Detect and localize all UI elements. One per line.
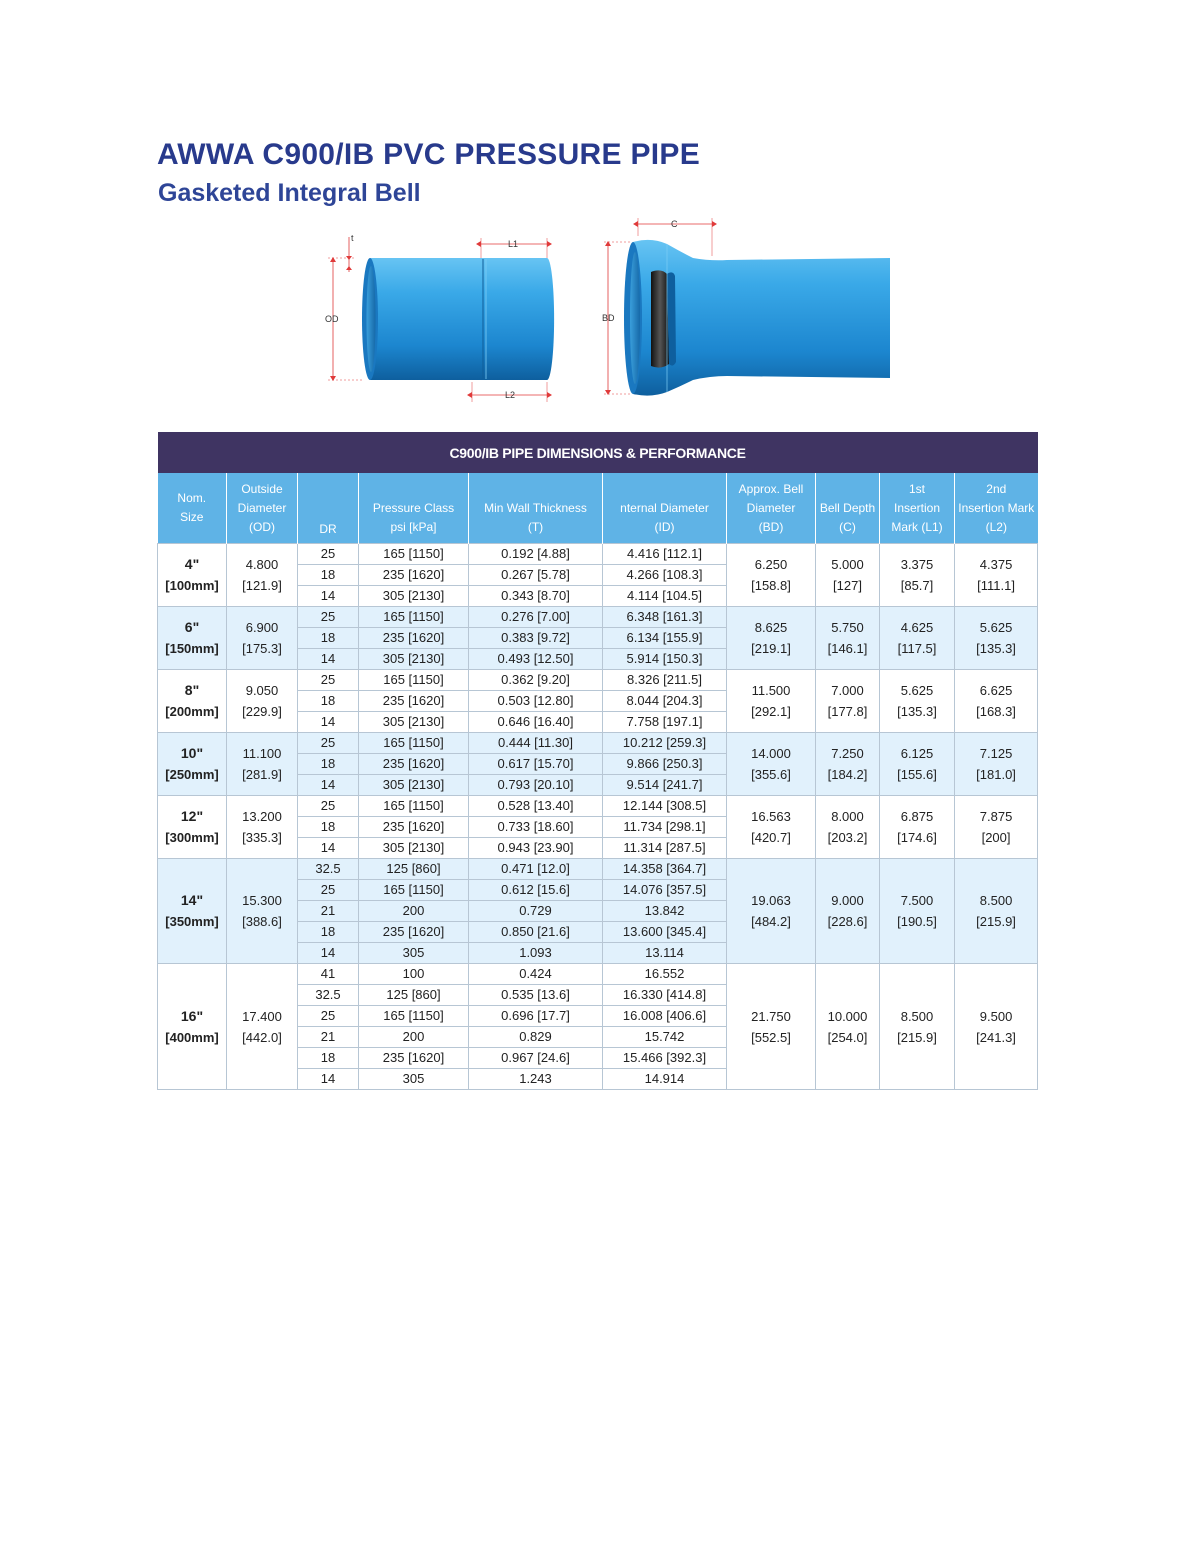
min-wall-thickness-cell: 0.528 [13.40] — [469, 796, 603, 817]
min-wall-thickness-cell: 0.276 [7.00] — [469, 607, 603, 628]
internal-diameter-cell: 7.758 [197.1] — [603, 712, 727, 733]
min-wall-thickness-cell: 0.343 [8.70] — [469, 586, 603, 607]
c-label: C — [671, 219, 678, 229]
internal-diameter-cell: 5.914 [150.3] — [603, 649, 727, 670]
pressure-class-cell: 200 — [359, 1027, 469, 1048]
l1-label: L1 — [508, 239, 519, 249]
second-insertion-mark-cell: 5.625 [135.3] — [955, 607, 1038, 670]
internal-diameter-cell: 11.734 [298.1] — [603, 817, 727, 838]
t-label: t — [351, 233, 354, 243]
nominal-size-cell: 8" [200mm] — [158, 670, 227, 733]
pressure-class-cell: 125 [860] — [359, 985, 469, 1006]
dr-cell: 32.5 — [298, 985, 359, 1006]
bell-depth-cell: 5.750 [146.1] — [816, 607, 880, 670]
pressure-class-cell: 165 [1150] — [359, 670, 469, 691]
bell-diameter-cell: 6.250 [158.8] — [727, 544, 816, 607]
dr-cell: 18 — [298, 565, 359, 586]
nominal-size-cell: 14" [350mm] — [158, 859, 227, 964]
min-wall-thickness-cell: 0.424 — [469, 964, 603, 985]
dr-cell: 21 — [298, 1027, 359, 1048]
col-header-first-insertion-mark: 1st Insertion Mark (L1) — [880, 473, 955, 544]
internal-diameter-cell: 16.330 [414.8] — [603, 985, 727, 1006]
dr-cell: 25 — [298, 607, 359, 628]
col-header-bell-depth: Bell Depth (C) — [816, 473, 880, 544]
nominal-size-cell: 6" [150mm] — [158, 607, 227, 670]
dr-cell: 32.5 — [298, 859, 359, 880]
pressure-class-cell: 235 [1620] — [359, 754, 469, 775]
internal-diameter-cell: 8.044 [204.3] — [603, 691, 727, 712]
dr-cell: 14 — [298, 712, 359, 733]
table-row — [158, 859, 1038, 880]
pressure-class-cell: 165 [1150] — [359, 733, 469, 754]
dr-cell: 14 — [298, 838, 359, 859]
bell-depth-cell: 7.250 [184.2] — [816, 733, 880, 796]
pressure-class-cell: 165 [1150] — [359, 607, 469, 628]
pressure-class-cell: 125 [860] — [359, 859, 469, 880]
internal-diameter-cell: 11.314 [287.5] — [603, 838, 727, 859]
internal-diameter-cell: 13.842 — [603, 901, 727, 922]
pipe-dimensions-table — [157, 432, 1038, 1090]
nominal-size-cell: 16" [400mm] — [158, 964, 227, 1090]
min-wall-thickness-cell: 1.093 — [469, 943, 603, 964]
second-insertion-mark-cell: 6.625 [168.3] — [955, 670, 1038, 733]
pressure-class-cell: 235 [1620] — [359, 922, 469, 943]
col-header-outside-diameter: Outside Diameter (OD) — [227, 473, 298, 544]
bell-depth-cell: 8.000 [203.2] — [816, 796, 880, 859]
internal-diameter-cell: 9.866 [250.3] — [603, 754, 727, 775]
dr-cell: 14 — [298, 586, 359, 607]
bell-depth-cell: 5.000 [127] — [816, 544, 880, 607]
pressure-class-cell: 305 [2130] — [359, 586, 469, 607]
bell-diameter-cell: 11.500 [292.1] — [727, 670, 816, 733]
dr-cell: 14 — [298, 775, 359, 796]
col-header-pressure-class: Pressure Class psi [kPa] — [359, 473, 469, 544]
bell-depth-cell: 10.000 [254.0] — [816, 964, 880, 1090]
min-wall-thickness-cell: 0.444 [11.30] — [469, 733, 603, 754]
bell-diameter-cell: 8.625 [219.1] — [727, 607, 816, 670]
table-banner: C900/IB PIPE DIMENSIONS & PERFORMANCE — [158, 432, 1038, 473]
internal-diameter-cell: 4.416 [112.1] — [603, 544, 727, 565]
first-insertion-mark-cell: 3.375 [85.7] — [880, 544, 955, 607]
second-insertion-mark-cell: 4.375 [111.1] — [955, 544, 1038, 607]
dr-cell: 25 — [298, 733, 359, 754]
dr-cell: 18 — [298, 1048, 359, 1069]
internal-diameter-cell: 16.552 — [603, 964, 727, 985]
dr-cell: 25 — [298, 880, 359, 901]
min-wall-thickness-cell: 0.793 [20.10] — [469, 775, 603, 796]
min-wall-thickness-cell: 0.967 [24.6] — [469, 1048, 603, 1069]
bell-diameter-cell: 16.563 [420.7] — [727, 796, 816, 859]
l2-label: L2 — [505, 390, 516, 400]
page-subtitle: Gasketed Integral Bell — [158, 179, 421, 207]
min-wall-thickness-cell: 0.696 [17.7] — [469, 1006, 603, 1027]
dr-cell: 41 — [298, 964, 359, 985]
pressure-class-cell: 235 [1620] — [359, 628, 469, 649]
table-row — [158, 607, 1038, 628]
dr-cell: 18 — [298, 754, 359, 775]
nominal-size-cell: 12" [300mm] — [158, 796, 227, 859]
outside-diameter-cell: 9.050 [229.9] — [227, 670, 298, 733]
min-wall-thickness-cell: 0.850 [21.6] — [469, 922, 603, 943]
pressure-class-cell: 165 [1150] — [359, 1006, 469, 1027]
col-header-dr: DR — [298, 473, 359, 544]
bell-diameter-cell: 14.000 [355.6] — [727, 733, 816, 796]
first-insertion-mark-cell: 6.125 [155.6] — [880, 733, 955, 796]
outside-diameter-cell: 15.300 [388.6] — [227, 859, 298, 964]
pressure-class-cell: 165 [1150] — [359, 544, 469, 565]
outside-diameter-cell: 6.900 [175.3] — [227, 607, 298, 670]
dr-cell: 25 — [298, 796, 359, 817]
min-wall-thickness-cell: 0.535 [13.6] — [469, 985, 603, 1006]
table-row — [158, 544, 1038, 565]
second-insertion-mark-cell: 7.125 [181.0] — [955, 733, 1038, 796]
min-wall-thickness-cell: 0.646 [16.40] — [469, 712, 603, 733]
outside-diameter-cell: 17.400 [442.0] — [227, 964, 298, 1090]
table-row — [158, 796, 1038, 817]
internal-diameter-cell: 4.114 [104.5] — [603, 586, 727, 607]
pressure-class-cell: 305 [2130] — [359, 712, 469, 733]
internal-diameter-cell: 14.076 [357.5] — [603, 880, 727, 901]
od-label: OD — [325, 314, 339, 324]
pressure-class-cell: 305 [2130] — [359, 838, 469, 859]
pressure-class-cell: 305 — [359, 943, 469, 964]
outside-diameter-cell: 11.100 [281.9] — [227, 733, 298, 796]
min-wall-thickness-cell: 0.617 [15.70] — [469, 754, 603, 775]
col-header-second-insertion-mark: 2nd Insertion Mark (L2) — [955, 473, 1038, 544]
bell-depth-cell: 7.000 [177.8] — [816, 670, 880, 733]
pipe-diagram — [315, 212, 900, 408]
nominal-size-cell: 10" [250mm] — [158, 733, 227, 796]
pressure-class-cell: 100 — [359, 964, 469, 985]
min-wall-thickness-cell: 0.192 [4.88] — [469, 544, 603, 565]
second-insertion-mark-cell: 7.875 [200] — [955, 796, 1038, 859]
min-wall-thickness-cell: 0.493 [12.50] — [469, 649, 603, 670]
table-row — [158, 964, 1038, 985]
dr-cell: 25 — [298, 1006, 359, 1027]
pressure-class-cell: 165 [1150] — [359, 880, 469, 901]
internal-diameter-cell: 4.266 [108.3] — [603, 565, 727, 586]
col-header-internal-diameter: nternal Diameter (ID) — [603, 473, 727, 544]
pressure-class-cell: 305 [2130] — [359, 649, 469, 670]
min-wall-thickness-cell: 0.943 [23.90] — [469, 838, 603, 859]
first-insertion-mark-cell: 7.500 [190.5] — [880, 859, 955, 964]
internal-diameter-cell: 6.134 [155.9] — [603, 628, 727, 649]
min-wall-thickness-cell: 0.267 [5.78] — [469, 565, 603, 586]
pressure-class-cell: 235 [1620] — [359, 817, 469, 838]
pressure-class-cell: 305 [2130] — [359, 775, 469, 796]
pressure-class-cell: 235 [1620] — [359, 565, 469, 586]
bell-diameter-cell: 19.063 [484.2] — [727, 859, 816, 964]
first-insertion-mark-cell: 4.625 [117.5] — [880, 607, 955, 670]
dr-cell: 25 — [298, 544, 359, 565]
pressure-class-cell: 305 — [359, 1069, 469, 1090]
dr-cell: 25 — [298, 670, 359, 691]
pressure-class-cell: 235 [1620] — [359, 1048, 469, 1069]
pressure-class-cell: 235 [1620] — [359, 691, 469, 712]
internal-diameter-cell: 13.114 — [603, 943, 727, 964]
nominal-size-cell: 4" [100mm] — [158, 544, 227, 607]
bell-diameter-cell: 21.750 [552.5] — [727, 964, 816, 1090]
first-insertion-mark-cell: 8.500 [215.9] — [880, 964, 955, 1090]
dr-cell: 18 — [298, 922, 359, 943]
dr-cell: 18 — [298, 691, 359, 712]
second-insertion-mark-cell: 9.500 [241.3] — [955, 964, 1038, 1090]
bell-pipe-drawing — [624, 240, 890, 396]
min-wall-thickness-cell: 0.729 — [469, 901, 603, 922]
min-wall-thickness-cell: 0.733 [18.60] — [469, 817, 603, 838]
internal-diameter-cell: 16.008 [406.6] — [603, 1006, 727, 1027]
internal-diameter-cell: 9.514 [241.7] — [603, 775, 727, 796]
internal-diameter-cell: 14.914 — [603, 1069, 727, 1090]
pressure-class-cell: 200 — [359, 901, 469, 922]
table-row — [158, 733, 1038, 754]
min-wall-thickness-cell: 0.362 [9.20] — [469, 670, 603, 691]
spigot-pipe-drawing — [362, 258, 554, 380]
internal-diameter-cell: 15.466 [392.3] — [603, 1048, 727, 1069]
col-header-nom-size: Nom. Size — [158, 473, 227, 544]
dr-cell: 18 — [298, 628, 359, 649]
dr-cell: 14 — [298, 943, 359, 964]
internal-diameter-cell: 13.600 [345.4] — [603, 922, 727, 943]
table-row — [158, 670, 1038, 691]
min-wall-thickness-cell: 0.829 — [469, 1027, 603, 1048]
internal-diameter-cell: 10.212 [259.3] — [603, 733, 727, 754]
dr-cell: 14 — [298, 1069, 359, 1090]
min-wall-thickness-cell: 0.383 [9.72] — [469, 628, 603, 649]
dr-cell: 14 — [298, 649, 359, 670]
min-wall-thickness-cell: 0.612 [15.6] — [469, 880, 603, 901]
internal-diameter-cell: 14.358 [364.7] — [603, 859, 727, 880]
bd-label: BD — [602, 313, 615, 323]
page-title: AWWA C900/IB PVC PRESSURE PIPE — [157, 138, 701, 171]
internal-diameter-cell: 8.326 [211.5] — [603, 670, 727, 691]
outside-diameter-cell: 13.200 [335.3] — [227, 796, 298, 859]
pressure-class-cell: 165 [1150] — [359, 796, 469, 817]
first-insertion-mark-cell: 5.625 [135.3] — [880, 670, 955, 733]
bell-depth-cell: 9.000 [228.6] — [816, 859, 880, 964]
col-header-bell-diameter: Approx. Bell Diameter (BD) — [727, 473, 816, 544]
col-header-min-wall-thickness: Min Wall Thickness (T) — [469, 473, 603, 544]
internal-diameter-cell: 12.144 [308.5] — [603, 796, 727, 817]
table-body — [158, 544, 1038, 1090]
internal-diameter-cell: 15.742 — [603, 1027, 727, 1048]
dr-cell: 21 — [298, 901, 359, 922]
second-insertion-mark-cell: 8.500 [215.9] — [955, 859, 1038, 964]
internal-diameter-cell: 6.348 [161.3] — [603, 607, 727, 628]
dr-cell: 18 — [298, 817, 359, 838]
min-wall-thickness-cell: 0.503 [12.80] — [469, 691, 603, 712]
min-wall-thickness-cell: 0.471 [12.0] — [469, 859, 603, 880]
min-wall-thickness-cell: 1.243 — [469, 1069, 603, 1090]
outside-diameter-cell: 4.800 [121.9] — [227, 544, 298, 607]
first-insertion-mark-cell: 6.875 [174.6] — [880, 796, 955, 859]
